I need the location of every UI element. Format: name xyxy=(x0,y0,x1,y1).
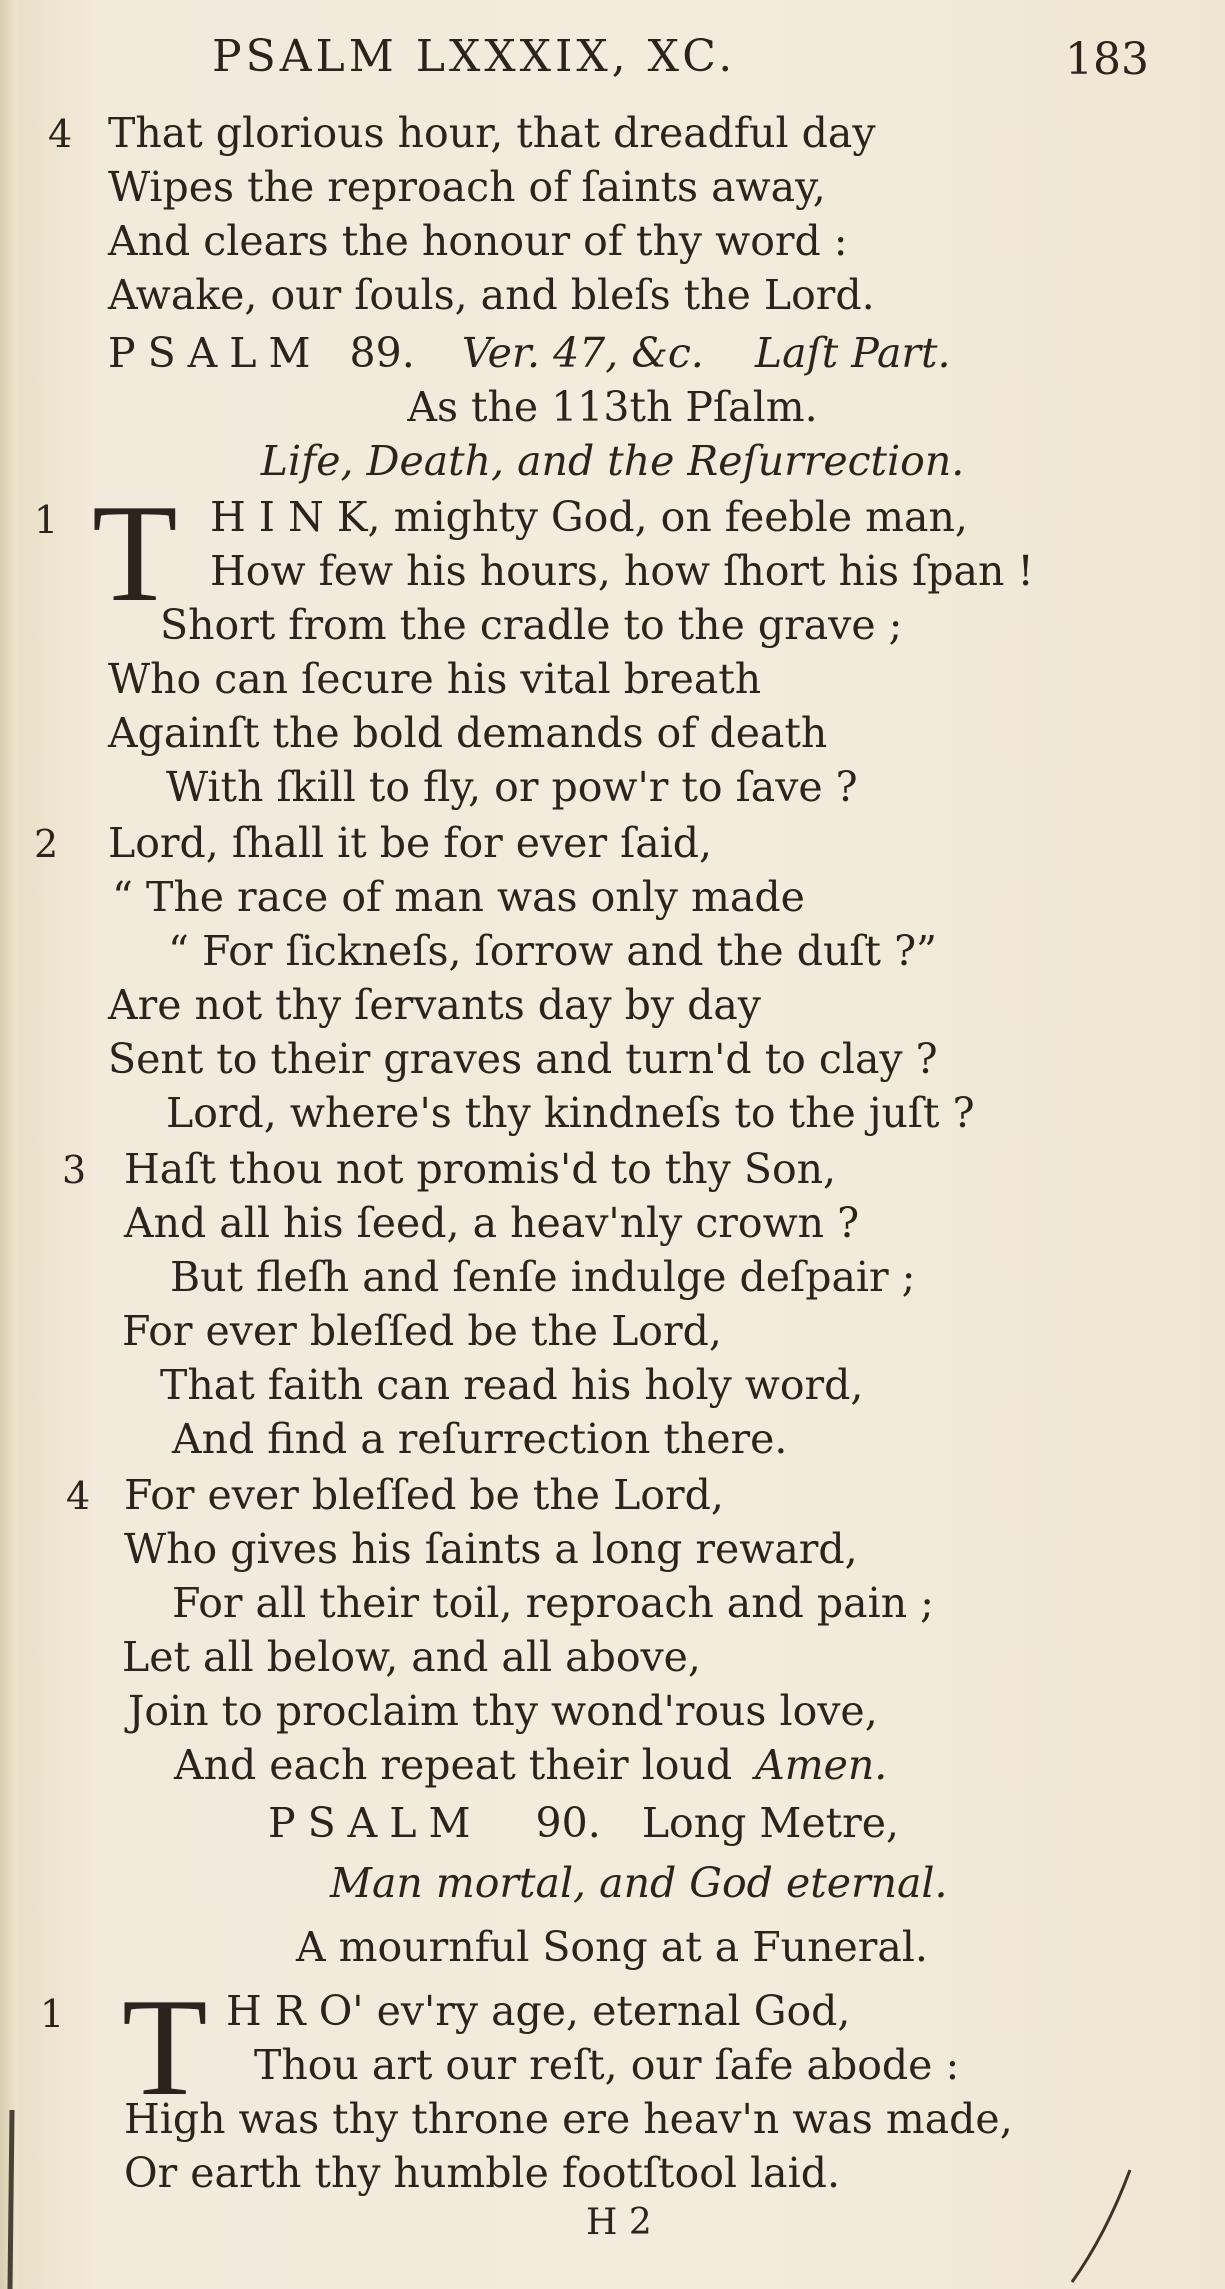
psalm-label: PSALM xyxy=(108,329,323,377)
psalm-verse-ref: Ver. 47, &c. xyxy=(461,329,704,377)
page-number: 183 xyxy=(1065,34,1149,85)
psalm-number: 89. xyxy=(349,329,415,377)
verse-line: Short from the cradle to the grave ; xyxy=(160,601,903,649)
verse-line: Are not thy ſervants day by day xyxy=(108,981,761,1029)
signature-mark: H 2 xyxy=(586,2202,652,2243)
verse-line: Lord, where's thy kindneſs to the juſt ? xyxy=(166,1089,975,1137)
verse-line: And all his ſeed, a heav'nly crown ? xyxy=(124,1199,860,1247)
verse-line: H I N K, mighty God, on feeble man, xyxy=(210,493,968,541)
stanza-number: 1 xyxy=(40,1992,65,2036)
psalm-number: 90. xyxy=(535,1799,601,1847)
verse-line: For ever bleſſed be the Lord, xyxy=(122,1307,722,1355)
drop-capital: T xyxy=(122,1970,208,2125)
verse-line: And clears the honour of thy word : xyxy=(108,217,848,265)
verse-line xyxy=(174,1738,887,1792)
verse-line: For ever bleſſed be the Lord, xyxy=(124,1471,724,1519)
stanza-number: 1 xyxy=(34,498,59,542)
verse-line: For all their toil, reproach and pain ; xyxy=(172,1579,934,1627)
psalm-subtitle: Man mortal, and God eternal. xyxy=(330,1859,948,1907)
amen-word: Amen. xyxy=(755,1741,888,1789)
verse-line-text: And each repeat their loud xyxy=(174,1741,733,1789)
verse-line: Awake, our ſouls, and bleſs the Lord. xyxy=(108,271,875,319)
verse-line: Thou art our reſt, our ſafe abode : xyxy=(254,2041,960,2089)
ink-stroke-mark xyxy=(1060,2160,1140,2289)
verse-line: High was thy throne ere heav'n was made, xyxy=(124,2095,1013,2143)
psalm-tune: As the 113th Pſalm. xyxy=(407,383,818,431)
stanza-number: 3 xyxy=(62,1148,87,1192)
verse-line: And find a reſurrection there. xyxy=(172,1415,788,1463)
verse-line: Or earth thy humble footſtool laid. xyxy=(124,2149,841,2197)
stanza-number: 2 xyxy=(34,822,59,866)
verse-line: But fleſh and ſenſe indulge deſpair ; xyxy=(170,1253,916,1301)
verse-line: How few his hours, how ſhort his ſpan ! xyxy=(210,547,1034,595)
binding-shadow-mark xyxy=(0,2110,22,2289)
verse-line: Haſt thou not promis'd to thy Son, xyxy=(124,1145,837,1193)
psalm-89-heading xyxy=(108,326,951,380)
psalm-metre: Long Metre, xyxy=(641,1799,900,1847)
verse-line: Join to proclaim thy wond'rous love, xyxy=(128,1687,878,1735)
verse-line: Who can ſecure his vital breath xyxy=(108,655,762,703)
drop-capital: T xyxy=(92,476,178,631)
page-binding-edge xyxy=(0,0,18,2289)
psalm-subtitle: Life, Death, and the Reſurrection. xyxy=(260,437,965,485)
psalm-label: PSALM xyxy=(268,1799,483,1847)
running-title: PSALM LXXXIX, XC. xyxy=(212,31,737,82)
psalm-occasion: A mournful Song at a Funeral. xyxy=(296,1923,928,1971)
verse-line: Wipes the reproach of ſaints away, xyxy=(108,163,826,211)
psalm-part-label: Laſt Part. xyxy=(754,329,951,377)
verse-line: That glorious hour, that dreadful day xyxy=(108,109,876,157)
stanza-number: 4 xyxy=(48,112,73,156)
verse-line: With ſkill to fly, or pow'r to ſave ? xyxy=(166,763,858,811)
verse-line: Lord, ſhall it be for ever ſaid, xyxy=(108,819,713,867)
verse-line: “ For ſickneſs, ſorrow and the duſt ?” xyxy=(168,927,938,975)
verse-line: H R O' ev'ry age, eternal God, xyxy=(226,1987,851,2035)
verse-line: Sent to their graves and turn'd to clay ? xyxy=(108,1035,938,1083)
verse-line: Let all below, and all above, xyxy=(122,1633,701,1681)
verse-line: Againſt the bold demands of death xyxy=(108,709,828,757)
verse-line: “ The race of man was only made xyxy=(112,873,805,921)
verse-line: That faith can read his holy word, xyxy=(160,1361,864,1409)
verse-line: Who gives his ſaints a long reward, xyxy=(124,1525,858,1573)
stanza-number: 4 xyxy=(66,1474,91,1518)
psalm-90-heading xyxy=(268,1796,899,1850)
